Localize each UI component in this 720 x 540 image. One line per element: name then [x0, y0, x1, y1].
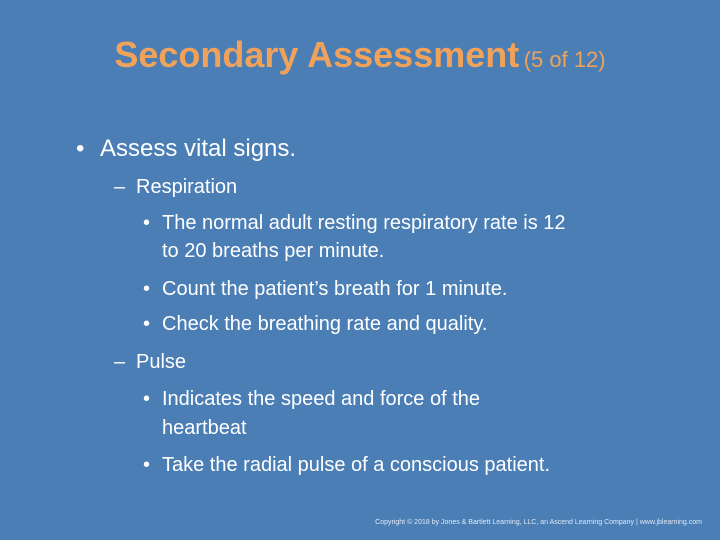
slide-title-counter: (5 of 12) — [523, 47, 606, 72]
respiration-rate-line1: The normal adult resting respiratory rate is 12 — [162, 212, 566, 234]
pulse-indicates-line1: Indicates the speed and force of the — [162, 388, 480, 410]
slide-title-main: Secondary Assessment — [114, 34, 520, 75]
dash-marker: – — [114, 351, 126, 373]
bullet-marker: • — [76, 135, 85, 162]
subbullet-pulse: Pulse — [136, 351, 187, 373]
dot-marker: • — [143, 454, 151, 476]
subbullet-respiration: Respiration — [136, 176, 238, 198]
dot-marker: • — [143, 212, 151, 234]
pulse-indicates-line2: heartbeat — [162, 417, 247, 439]
pulse-radial: Take the radial pulse of a conscious patient. — [162, 454, 551, 476]
respiration-rate-line2: to 20 breaths per minute. — [162, 240, 385, 262]
bullet-assess-vital-signs: Assess vital signs. — [100, 135, 297, 162]
dot-marker: • — [143, 313, 151, 335]
copyright-footer: Copyright © 2018 by Jones & Bartlett Learning, LLC, an Ascend Learning Company | www.jblearning.com — [375, 519, 702, 526]
dot-marker: • — [143, 278, 151, 300]
dot-marker: • — [143, 388, 151, 410]
dash-marker: – — [114, 176, 126, 198]
respiration-count: Count the patient’s breath for 1 minute. — [162, 278, 508, 300]
respiration-check: Check the breathing rate and quality. — [162, 313, 488, 335]
